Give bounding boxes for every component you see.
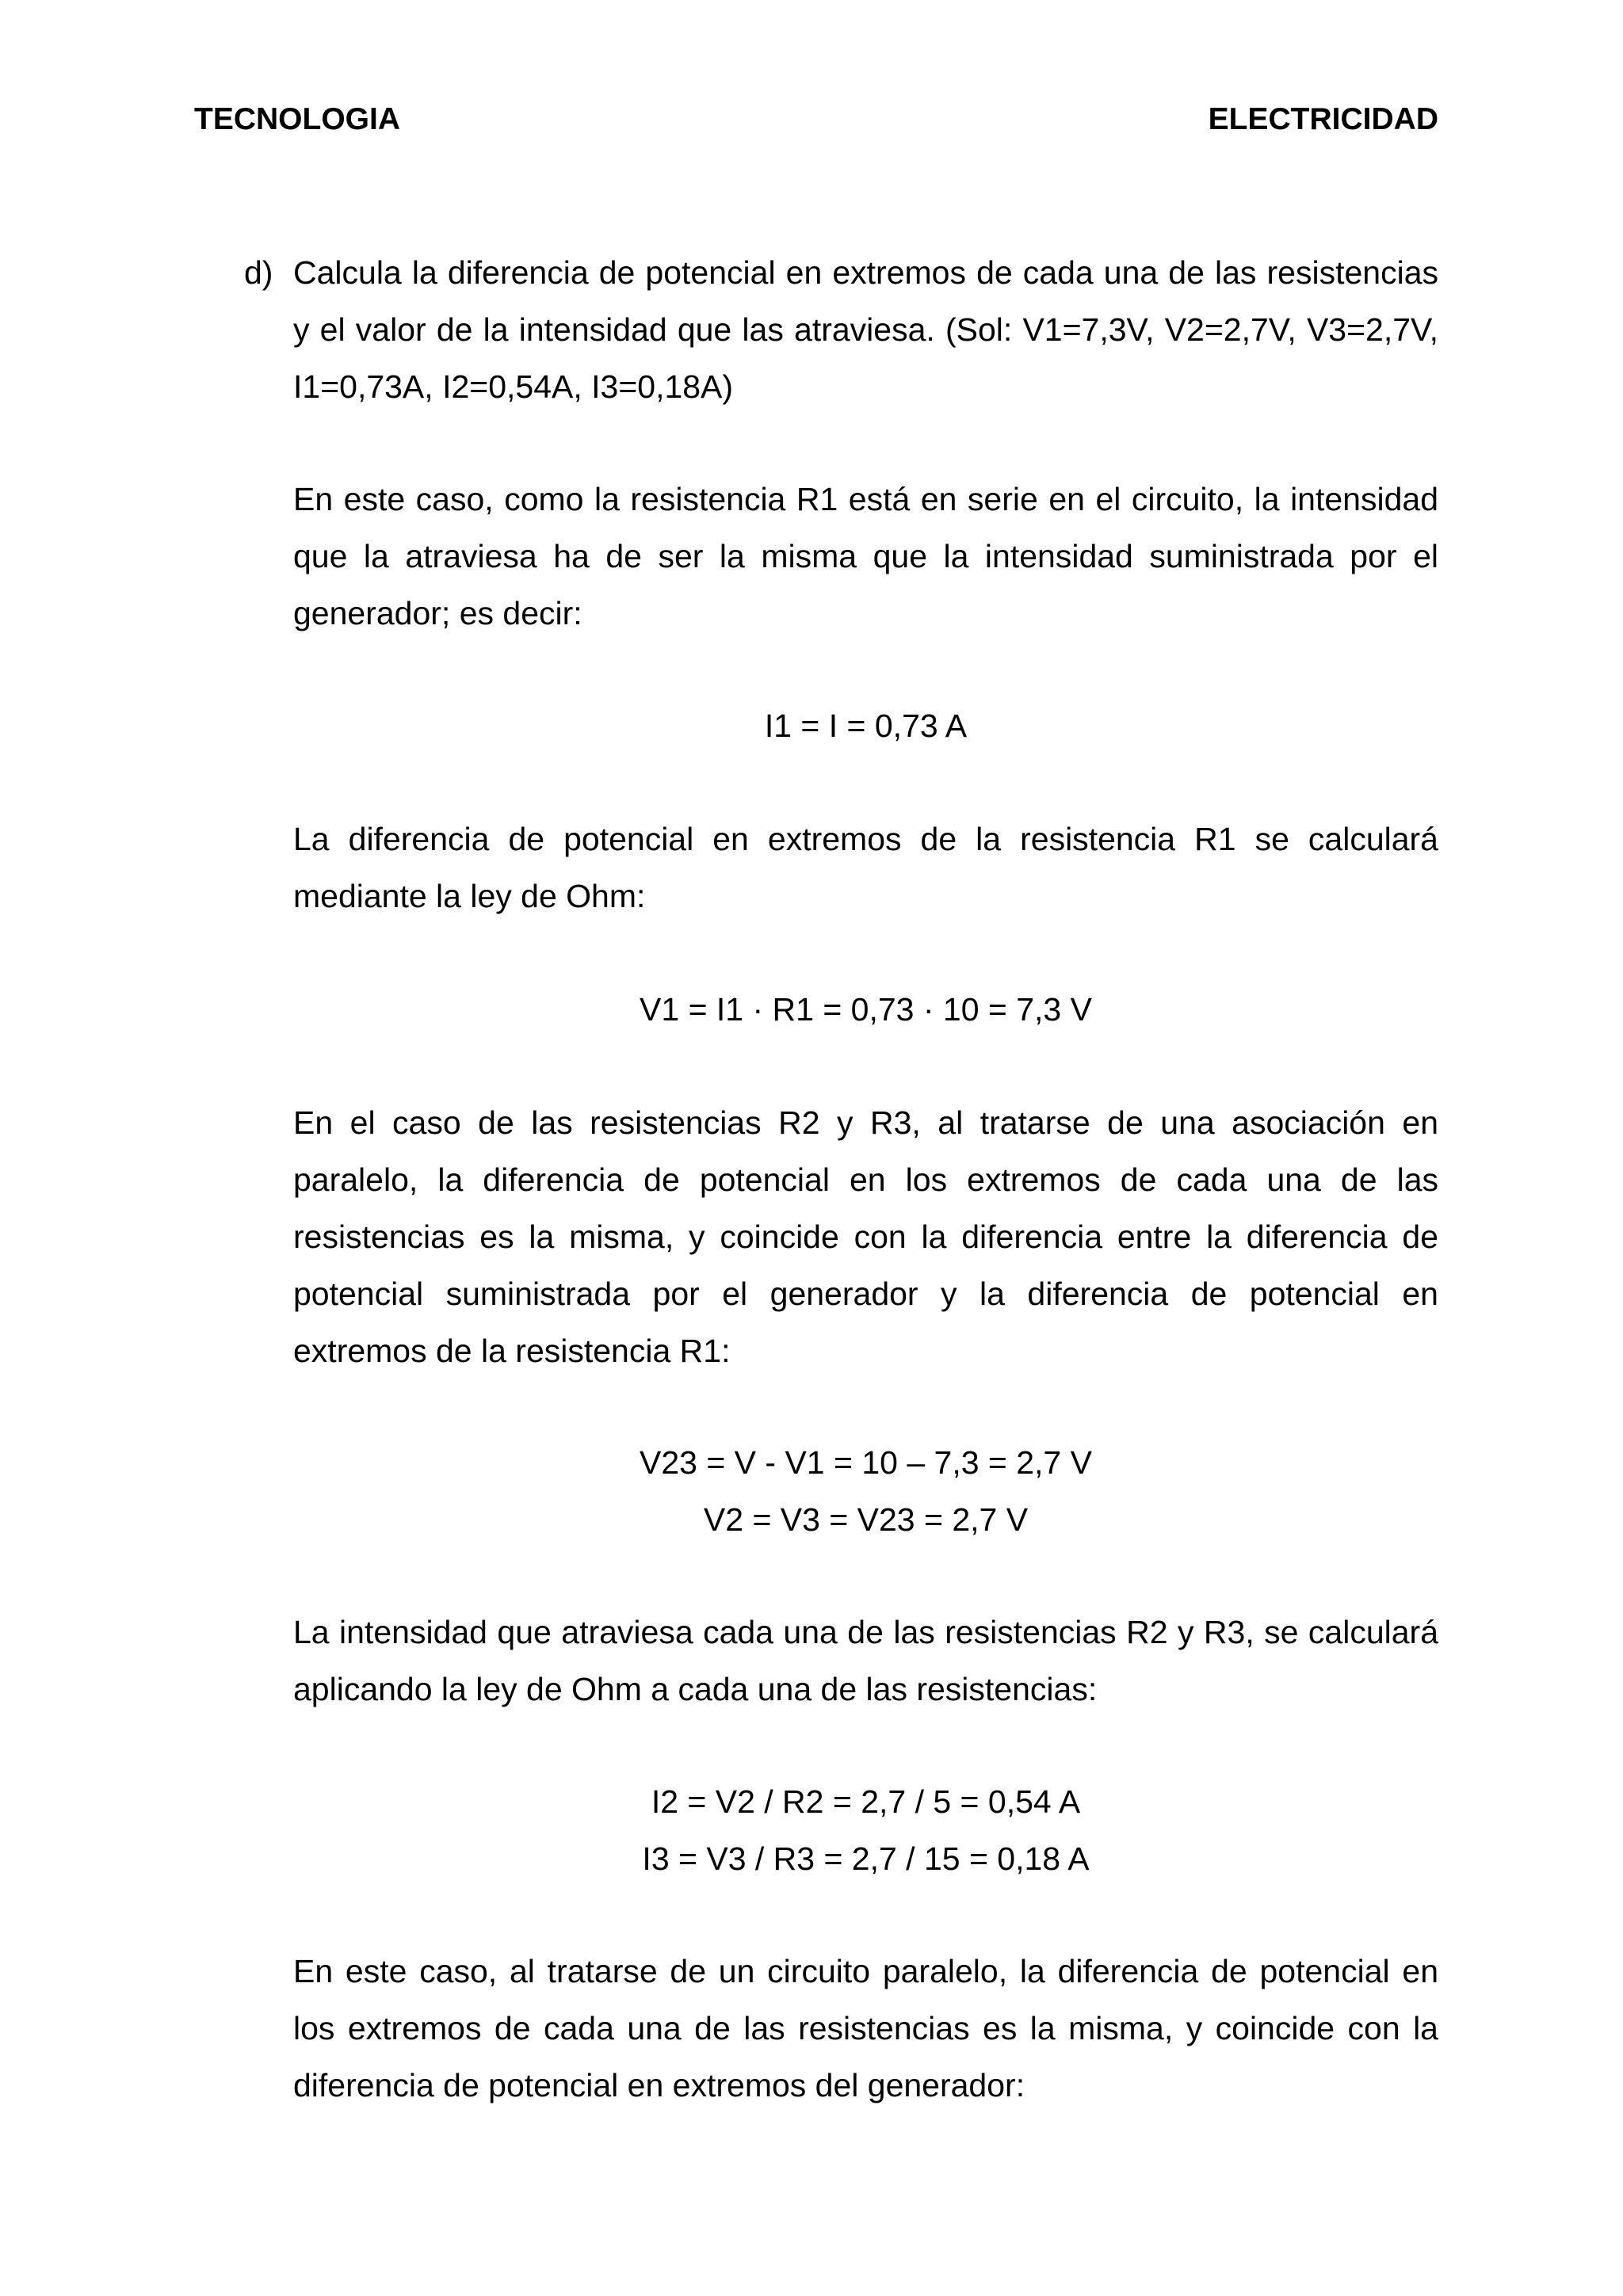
equation-i1: I1 = I = 0,73 A <box>764 707 968 744</box>
paragraph-ohm-r1: La diferencia de potencial en extremos de la resistencia R1 se calculará mediante la ley de Ohm: <box>293 821 1438 914</box>
question-text: Calcula la diferencia de potencial en extremos de cada una de las resistencias y el valor de la intensidad que las atraviesa. (Sol: V1=7,3V, V2=2,7V, V3=2,7V, I1=0,73A, I2=0,54A, I3=0,18A) <box>293 254 1438 405</box>
equation-v1: V1 = I1 · R1 = 0,73 · 10 = 7,3 V <box>640 991 1092 1028</box>
paragraph-currents-r2-r3: La intensidad que atraviesa cada una de las resistencias R2 y R3, se calculará aplicando la ley de Ohm a cada una de las resistencias: <box>293 1614 1438 1707</box>
header-topic: ELECTRICIDAD <box>1208 102 1438 136</box>
paragraph-parallel-generator: En este caso, al tratarse de un circuito paralelo, la diferencia de potencial en los extremos de cada una de las resistencias es la misma, y coincide con la diferencia de potencial en extremos del generador: <box>293 1953 1438 2103</box>
question-d <box>244 244 1438 415</box>
page-header <box>194 98 1438 141</box>
equation-v23: V23 = V - V1 = 10 – 7,3 = 2,7 V <box>640 1444 1092 1481</box>
equation-v2-v3: V2 = V3 = V23 = 2,7 V <box>703 1501 1029 1538</box>
paragraph-series-current: En este caso, como la resistencia R1 está en serie en el circuito, la intensidad que la atraviesa ha de ser la misma que la intensidad suministrada por el generador; es decir: <box>293 481 1438 631</box>
paragraph-parallel-voltage: En el caso de las resistencias R2 y R3, al tratarse de una asociación en paralelo, la diferencia de potencial en los extremos de cada una de las resistencias es la misma, y coincide con la diferencia entre la diferencia de potencial suministrada por el generador y la diferencia de potencial en extremos de la resistencia R1: <box>293 1104 1438 1369</box>
equation-i3: I3 = V3 / R3 = 2,7 / 15 = 0,18 A <box>642 1840 1090 1877</box>
equation-i2: I2 = V2 / R2 = 2,7 / 5 = 0,54 A <box>651 1783 1081 1820</box>
header-subject: TECNOLOGIA <box>194 102 400 136</box>
question-marker: d) <box>244 254 273 291</box>
